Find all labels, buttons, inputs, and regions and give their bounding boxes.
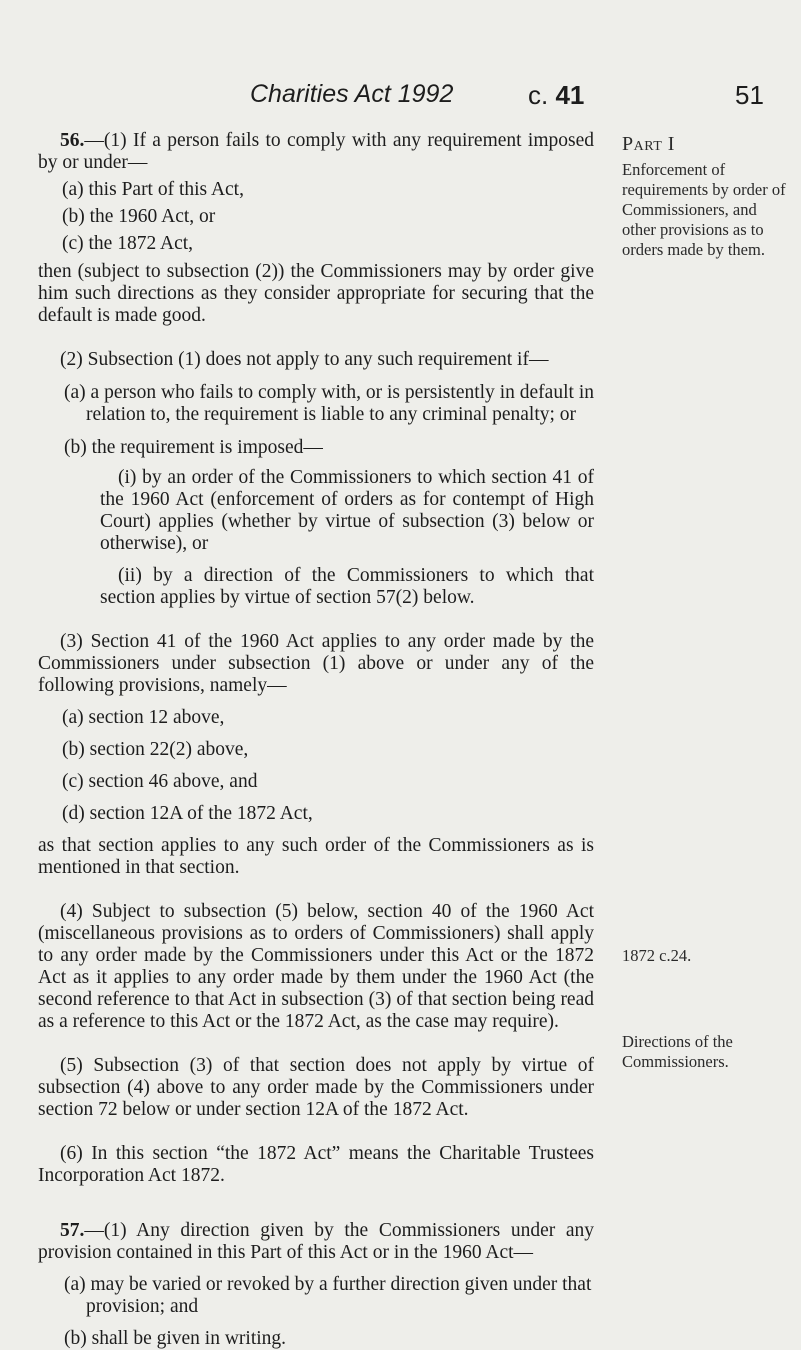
section-57-number: 57.: [60, 1220, 85, 1241]
s57-subsection-1-intro: 57.—(1) Any direction given by the Commissioners under any provision contained in this Part of this Act or in the 1960 Act—: [38, 1220, 594, 1263]
s56-3-d: (d) section 12A of the 1872 Act,: [62, 803, 313, 824]
s56-subsection-4: (4) Subject to subsection (5) below, section 40 of the 1960 Act (miscellaneous provisions as to orders of Commissioners) shall apply to any order made by the Commissioners under this Act or the 1872 Act as it applies to any order made by them under the 1960 Act (the second reference to that Act in subsection (3) of that section being read as a reference to this Act or the 1872 Act, as the case may require).: [38, 901, 594, 1032]
chapter-prefix: c.: [528, 80, 549, 110]
section-56-number: 56.: [60, 130, 85, 151]
act-title: Charities Act 1992: [250, 80, 454, 108]
margin-note-section-57: Directions of the Commissioners.: [622, 1032, 733, 1071]
s56-1-a: (a) this Part of this Act,: [62, 179, 244, 200]
s56-3-c: (c) section 46 above, and: [62, 771, 258, 792]
running-header: [0, 80, 801, 120]
s56-subsection-6: (6) In this section “the 1872 Act” means the Charitable Trustees Incorporation Act 1872.: [38, 1143, 594, 1186]
s56-1-c: (c) the 1872 Act,: [62, 233, 194, 254]
s56-2-b-ii: (ii) by a direction of the Commissioners to which that section applies by virtue of section 57(2) below.: [100, 565, 594, 608]
s56-2-b: (b) the requirement is imposed—: [64, 437, 323, 458]
s56-3-b: (b) section 22(2) above,: [62, 739, 249, 760]
chapter-number: 41: [555, 80, 585, 110]
s56-3-close: as that section applies to any such order of the Commissioners as is mentioned in that section.: [38, 835, 594, 878]
s56-subsection-3-intro: (3) Section 41 of the 1960 Act applies to any order made by the Commissioners under subsection (1) above or under any of the following provisions, namely—: [38, 631, 594, 696]
margin-note-section-56: [622, 134, 792, 260]
s56-subsection-2-intro: (2) Subsection (1) does not apply to any such requirement if—: [60, 349, 549, 370]
s56-1-b: (b) the 1960 Act, or: [62, 206, 216, 227]
s56-2-b-i: (i) by an order of the Commissioners to which section 41 of the 1960 Act (enforcement of orders as for contempt of High Court) applies (whether by virtue of subsection (3) below or otherwise), or: [100, 467, 594, 554]
main-text: [38, 130, 594, 1350]
s56-subsection-1-intro: 56.—(1) If a person fails to comply with any requirement imposed by or under—: [38, 130, 594, 173]
s56-subsection-5: (5) Subsection (3) of that section does not apply by virtue of subsection (4) above to any order made by the Commissioners under section 72 below or under section 12A of the 1872 Act.: [38, 1055, 594, 1120]
part-label: Part I: [622, 133, 675, 155]
margin-note-1872: 1872 c.24.: [622, 946, 692, 965]
chapter-reference: [528, 80, 584, 111]
s56-1-close: then (subject to subsection (2)) the Commissioners may by order give him such directions as they consider appropriate for securing that the default is made good.: [38, 261, 594, 326]
margin-note-56-text: Enforcement of requirements by order of Commissioners, and other provisions as to orders made by them.: [622, 160, 786, 259]
s57-1-b: (b) shall be given in writing.: [64, 1328, 287, 1349]
s56-3-a: (a) section 12 above,: [62, 707, 225, 728]
s57-1-a: (a) may be varied or revoked by a further direction given under that provision; and: [64, 1274, 592, 1317]
s56-2-a: (a) a person who fails to comply with, or is persistently in default in relation to, the requirement is liable to any criminal penalty; or: [64, 382, 594, 425]
page-number: 51: [735, 80, 764, 110]
